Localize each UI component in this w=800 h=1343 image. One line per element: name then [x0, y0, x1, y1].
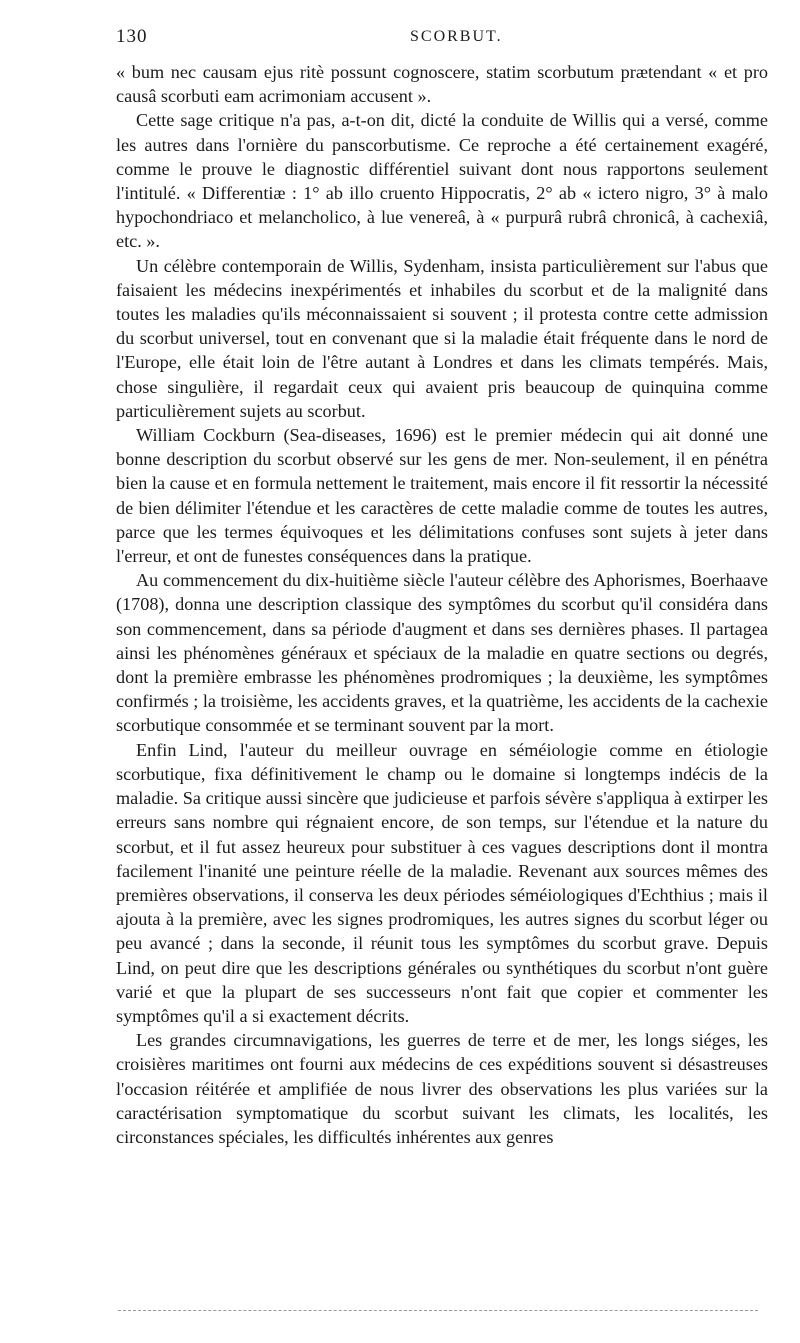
paragraph-cockburn: William Cockburn (Sea-diseases, 1696) est le premier médecin qui ait donné une bonne description du scorbut observé sur les gens de mer. Non-seulement, il en pénétra bien la cause et en formula nettement le traitement, mais encore il fit ressortir la nécessité de bien délimiter l'étendue et les caractères de cette maladie comme de toutes les autres, parce que les termes équivoques et les délimitations confuses sont sujets à jeter dans l'erreur, et ont de funestes conséquences dans la pratique. — [116, 425, 768, 567]
paragraph-lind: Enfin Lind, l'auteur du meilleur ouvrage en séméiologie comme en étiologie scorbutique, fixa définitivement le champ ou le domaine si longtemps indécis de la maladie. Sa critique aussi sincère que judicieuse et parfois sévère s'appliqua à extirper les erreurs sans nombre qui régnaient encore, de son temps, sur l'étendue et la nature du scorbut, et il fut assez heureux pour substituer à ces vagues descriptions dont il montra facilement l'inanité une peinture réelle de la maladie. Revenant aux sources mêmes des premières observations, il conserva les deux périodes séméiologiques d'Echthius ; mais il ajouta à la première, avec les signes prodromiques, les autres signes du scorbut léger ou peu avancé ; dans la seconde, il réunit tous les symptômes du scorbut grave. Depuis Lind, on peut dire que les descriptions générales ou synthétiques du scorbut n'ont guère varié et que la plupart de ses successeurs n'ont fait que copier et commenter les symptômes qu'il a si exactement décrits. — [116, 739, 768, 1026]
page-header — [116, 26, 768, 60]
page-body — [116, 60, 768, 1149]
paragraph-boerhaave: Au commencement du dix-huitième siècle l'auteur célèbre des Aphorismes, Boerhaave (1708), donna une description classique des symptômes du scorbut qu'il considéra dans son commencement, dans sa période d'augment et dans ses dernières phases. Il partagea ainsi les phénomènes généraux et spéciaux de la maladie en quatre sections ou degrés, dont la première embrasse les phénomènes prodromiques ; la deuxième, les symptômes confirmés ; la troisième, les accidents graves, et la quatrième, les accidents de la cachexie scorbutique consommée et se terminant souvent par la mort. — [116, 570, 768, 736]
paragraph-circumnavigations: Les grandes circumnavigations, les guerres de terre et de mer, les longs siéges, les croisières maritimes ont fourni aux médecins de ces expéditions souvent si désastreuses l'occasion réitérée et amplifiée de nous livrer des observations les plus variées sur la caractérisation symptomatique du scorbut suivant les climats, les localités, les circonstances spéciales, les difficultés inhérentes aux genres — [116, 1030, 768, 1147]
paragraph-latin-quote-continuation: « bum nec causam ejus ritè possunt cognoscere, statim scorbutum prætendant « et pro causâ scorbuti eam acrimoniam accusent ». — [116, 62, 768, 107]
book-page — [116, 26, 768, 1149]
footer-dashed-rule — [118, 1310, 758, 1311]
paragraph-sydenham: Un célèbre contemporain de Willis, Sydenham, insista particulièrement sur l'abus que faisaient les médecins inexpérimentés et inhabiles du scorbut et de la malignité dans toutes les maladies qu'ils méconnaissaient si souvent ; il protesta contre cette admission du scorbut universel, tout en convenant que si la maladie était fréquente dans le nord de l'Europe, elle était loin de l'être autant à Londres et dans les climats tempérés. Mais, chose singulière, il regardait ceux qui avaient pris beaucoup de quinquina comme particulièrement sujets au scorbut. — [116, 255, 768, 421]
page-number: 130 — [116, 26, 148, 47]
running-title: SCORBUT. — [410, 28, 503, 45]
paragraph-willis: Cette sage critique n'a pas, a-t-on dit, dicté la conduite de Willis qui a versé, comme les autres dans l'ornière du panscorbutisme. Ce reproche a été certainement exagéré, comme le prouve le diagnostic différentiel suivant dont nous rapportons seulement l'intitulé. « Differentiæ : 1° ab illo cruento Hippocratis, 2° ab « ictero nigro, 3° à malo hypochondriaco et melancholico, à lue venereâ, à « purpurâ rubrâ chronicâ, à cachexiâ, etc. ». — [116, 110, 768, 252]
